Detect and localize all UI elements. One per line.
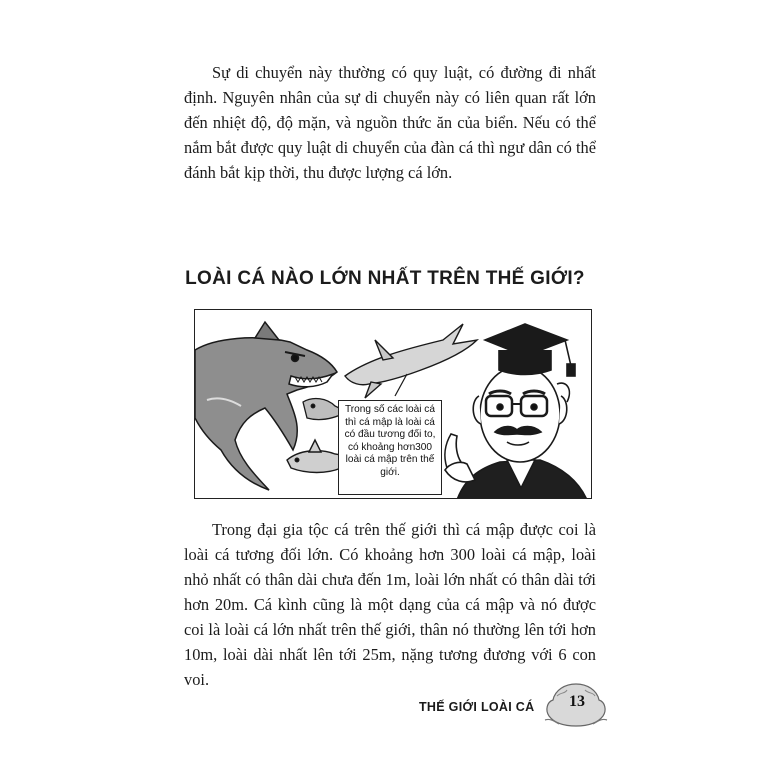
page-number: 13 bbox=[569, 693, 585, 710]
section-heading: LOÀI CÁ NÀO LỚN NHẤT TRÊN THẾ GIỚI? bbox=[185, 268, 585, 289]
comic-illustration bbox=[194, 309, 592, 499]
leaping-shark-icon bbox=[345, 324, 477, 398]
body-paragraph-1: Sự di chuyển này thường có quy luật, có đường đi nhất định. Nguyên nhân của sự di chuyển này có liên quan rất lớn đến nhiệt độ, độ mặn, và nguồn thức ăn của biển. Nếu có thể nắm bắt được quy luật di chuyển của đàn cá thì ngư dân có thể đánh bắt kịp thời, thu được lượng cá lớn. bbox=[184, 63, 596, 182]
professor-character-icon bbox=[445, 324, 587, 499]
body-paragraph-2: Trong đại gia tộc cá trên thế giới thì cá mập được coi là loài cá tương đối lớn. Có khoảng hơn 300 loài cá mập, loài nhỏ nhất có thân dài chưa đến 1m, loài lớn nhất có thân dài tới hơn 20m. Cá kình cũng là một dạng của cá mập và nó được coi là loài cá lớn nhất trên thế giới, thân nó thường lên tới hơn 10m, loài dài nhất lên tới 25m, nặng tương đương với 6 con voi. bbox=[184, 520, 596, 689]
speech-bubble: Trong số các loài cá thì cá mập là loài cá có đầu tương đối to, có khoảng hơn300 loài cá mập trên thế giới. bbox=[338, 400, 442, 495]
footer-book-title: THẾ GIỚI LOÀI CÁ bbox=[419, 700, 535, 714]
